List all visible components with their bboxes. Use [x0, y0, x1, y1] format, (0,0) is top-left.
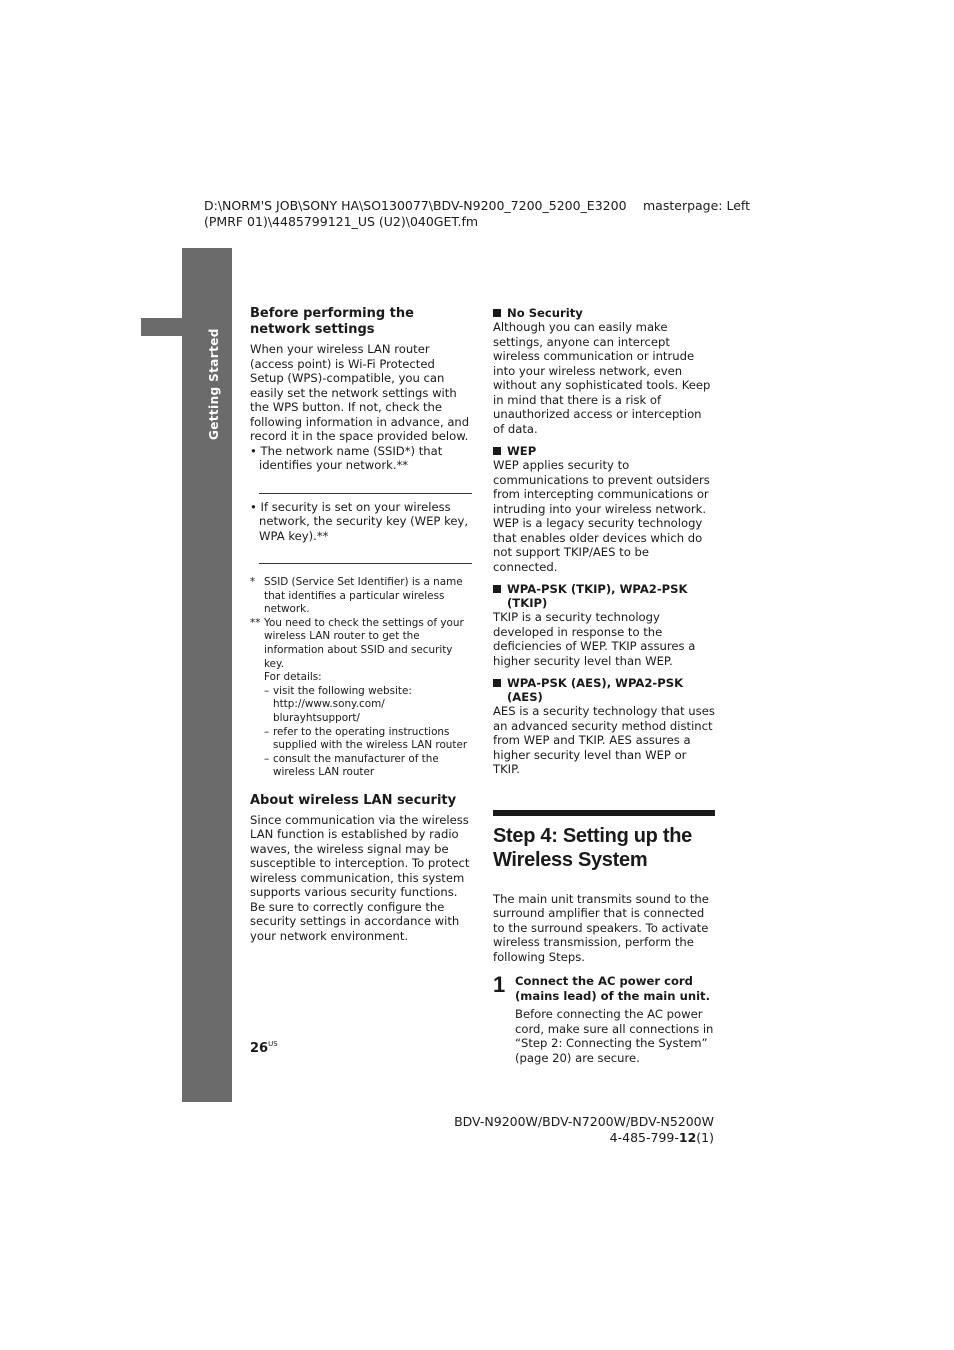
- security-option-wep: WEP WEP applies security to communications to prevent outsiders from intercepting communications or intruding into your wireless network. WEP is a legacy security technology that enables older devices which do not support TKIP/AES to be connected.: [493, 444, 710, 574]
- support-url-line-2: blurayhtsupport/: [273, 711, 360, 724]
- model-footer: [420, 1114, 714, 1146]
- ssid-write-in-line: [259, 473, 472, 494]
- security-key-write-in-line: [259, 543, 472, 564]
- file-path-header: [204, 198, 634, 230]
- page-number: $26^{US}$: [250, 1040, 278, 1056]
- document-code: 4-485-799-12(1): [609, 1130, 714, 1145]
- support-url-line-1: http://www.sony.com/: [273, 698, 385, 711]
- footnote-dash-instructions: – refer to the operating instructions supplied with the wireless LAN router: [264, 725, 468, 752]
- model-numbers: BDV-N9200W/BDV-N7200W/BDV-N5200W: [454, 1114, 714, 1129]
- square-bullet-icon: [493, 447, 501, 455]
- footnote-dash-website: – visit the following website:: [264, 684, 412, 697]
- masterpage-label: masterpage: Left: [643, 198, 751, 213]
- file-path-line-1: D:\NORM'S JOB\SONY HA\SO130077\BDV-N9200_7200_5200_E3200: [204, 198, 627, 213]
- right-column: [493, 306, 715, 1065]
- square-bullet-icon: [493, 679, 501, 687]
- left-column: [250, 306, 472, 943]
- footnote-2: ** You need to check the settings of your wireless LAN router to get the information about SSID and security key.: [250, 616, 464, 670]
- chapter-tab-marker: [141, 318, 182, 336]
- step-heading-rule: [493, 810, 715, 816]
- step-4-title: Step 4: Setting up the Wireless System: [493, 824, 692, 871]
- ssid-bullet: • The network name (SSID*) that identifies your network.**: [250, 443, 443, 472]
- step-item-1: [493, 974, 715, 1065]
- security-option-no-security: No Security Although you can easily make settings, anyone can intercept wireless communication or intrude into your wireless network, even without any sophisticated tools. Keep in mind that there is a risk of unauthorized access or interception of data.: [493, 306, 711, 436]
- file-path-line-2: (PMRF 01)\4485799121_US (U2)\040GET.fm: [204, 214, 479, 229]
- wireless-security-heading: About wireless LAN security: [250, 792, 457, 808]
- square-bullet-icon: [493, 309, 501, 317]
- network-settings-intro: When your wireless LAN router (access point) is Wi-Fi Protected Setup (WPS)-compatible, you can easily set the network settings with the WPS button. If not, check the following information in advance, and record it in the space provided below.: [250, 342, 470, 443]
- step-item-body: Before connecting the AC power cord, make sure all connections in “Step 2: Connecting the System” (page 20) are secure.: [515, 1007, 714, 1065]
- footnote-dash-manufacturer: – consult the manufacturer of the wireless LAN router: [264, 752, 439, 779]
- footnote-1: * SSID (Service Set Identifier) is a name that identifies a particular wireless network.: [250, 576, 463, 616]
- step-item-heading: Connect the AC power cord (mains lead) of the main unit.: [515, 974, 710, 1003]
- security-option-tkip: WPA-PSK (TKIP), WPA2-PSK (TKIP) TKIP is a security technology developed in response to the deficiencies of WEP. TKIP assures a higher security level than WEP.: [493, 582, 696, 668]
- step-item-number: 1: [493, 972, 506, 997]
- wireless-security-body: Since communication via the wireless LAN function is established by radio waves, the wireless signal may be susceptible to interception. To protect wireless communication, this system supports various security functions. Be sure to correctly configure the security settings in accordance with your network environment.: [250, 812, 470, 943]
- square-bullet-icon: [493, 585, 501, 593]
- step-4-intro: The main unit transmits sound to the surround amplifier that is connected to the surround speakers. To activate wireless transmission, perform the following Steps.: [493, 891, 709, 964]
- network-settings-heading: Before performing the network settings: [250, 306, 414, 337]
- security-option-aes: WPA-PSK (AES), WPA2-PSK (AES) AES is a security technology that uses an advanced security method distinct from WEP and TKIP. AES assures a higher security level than WEP or TKIP.: [493, 676, 715, 776]
- chapter-label: Getting Started: [207, 328, 221, 440]
- footnote-2-details: For details:: [264, 671, 322, 684]
- security-key-bullet: • If security is set on your wireless network, the security key (WEP key, WPA key).**: [250, 499, 469, 543]
